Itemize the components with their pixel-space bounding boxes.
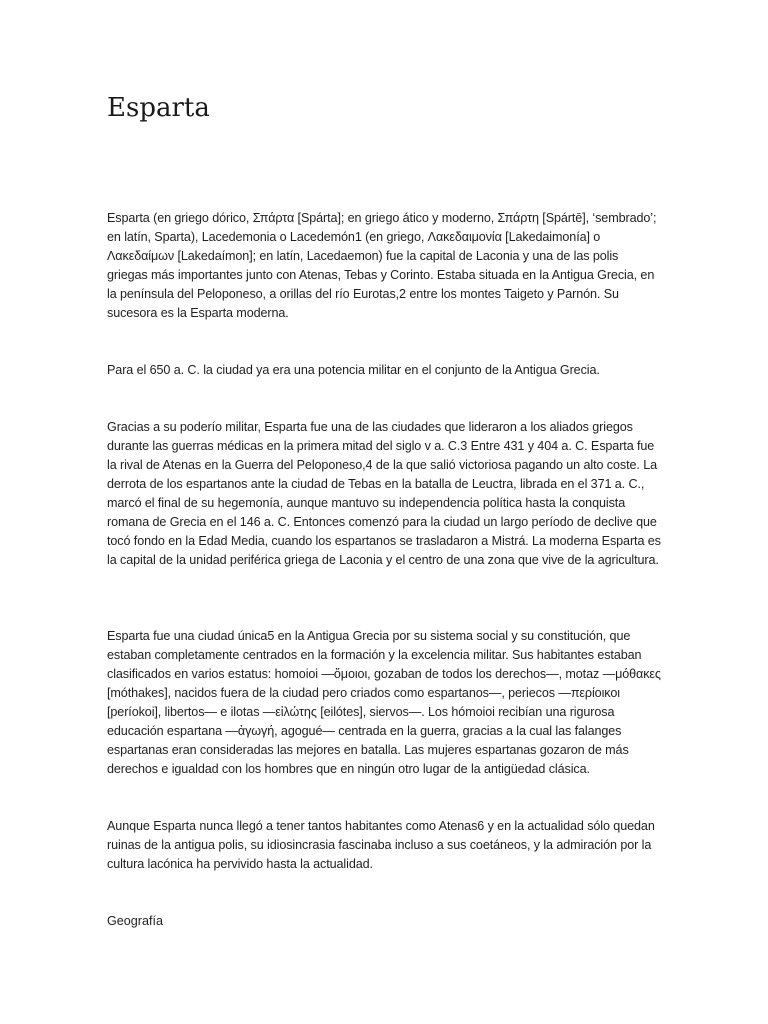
paragraph-history: Gracias a su poderío militar, Esparta fue una de las ciudades que lideraron a los aliados griegos durante las guerras médicas en la primera mitad del siglo v a. C.3 Entre 431 y 404 a. C. Esparta fue la rival de Atenas en la Guerra del Peloponeso,4 de la que salió victoriosa pagando un alto coste. La derrota de los espartanos ante la ciudad de Tebas en la batalla de Leuctra, librada en el 371 a. C., marcó el final de su hegemonía, aunque mantuvo su independencia política hasta la conquista romana de Grecia en el 146 a. C. Entonces comenzó para la ciudad un largo período de declive que tocó fondo en la Edad Media, cuando los espartanos se trasladaron a Mistrá. La moderna Esparta es la capital de la unidad periférica griega de Laconia y el centro de una zona que vive de la agricultura. [107, 420, 661, 567]
section-heading-geography: Geografía [107, 914, 164, 928]
paragraph-legacy: Aunque Esparta nunca llegó a tener tantos habitantes como Atenas6 y en la actualidad sólo quedan ruinas de la antigua polis, su idiosincrasia fascinaba incluso a sus coetáneos, y la admiración por la cultura lacónica ha pervivido hasta la actualidad. [107, 819, 655, 871]
paragraph-society: Esparta fue una ciudad única5 en la Antigua Grecia por su sistema social y su constitución, que estaban completamente centrados en la formación y la excelencia militar. Sus habitantes estaban clasificados en varios estatus: homoioi —ὅμοιοι, gozaban de todos los derechos—, motaz —μόθακες [móthakes], nacidos fuera de la ciudad pero criados como espartanos—, periecos —περίοικοι [períokoi], libertos— e ilotas —εἱλώτης [eilótes], siervos—. Los hómoioi recibían una rigurosa educación espartana —ἀγωγή, agogué— centrada en la guerra, gracias a la cual las falanges espartanas eran consideradas las mejores en batalla. Las mujeres espartanas gozaron de más derechos e igualdad con los hombres que en ningún otro lugar de la antigüedad clásica. [107, 629, 661, 776]
page-title: Esparta [107, 93, 210, 123]
paragraph-military-power: Para el 650 a. C. la ciudad ya era una potencia militar en el conjunto de la Antigua Grecia. [107, 363, 600, 377]
paragraph-intro: Esparta (en griego dórico, Σπάρτα [Spárta]; en griego ático y moderno, Σπάρτη [Spártē], ‘sembrado’; en latín, Sparta), Lacedemonia o Lacedemón1 (en griego, Λακεδαιμονία [Lakedaimonía] o Λακεδαίμων [Lakedaímon]; en latín, Lacedaemon) fue la capital de Laconia y una de las polis griegas más importantes junto con Atenas, Tebas y Corinto. Estaba situada en la Antigua Grecia, en la península del Peloponeso, a orillas del río Eurotas,2 entre los montes Taigeto y Parnón. Su sucesora es la Esparta moderna. [107, 211, 657, 320]
